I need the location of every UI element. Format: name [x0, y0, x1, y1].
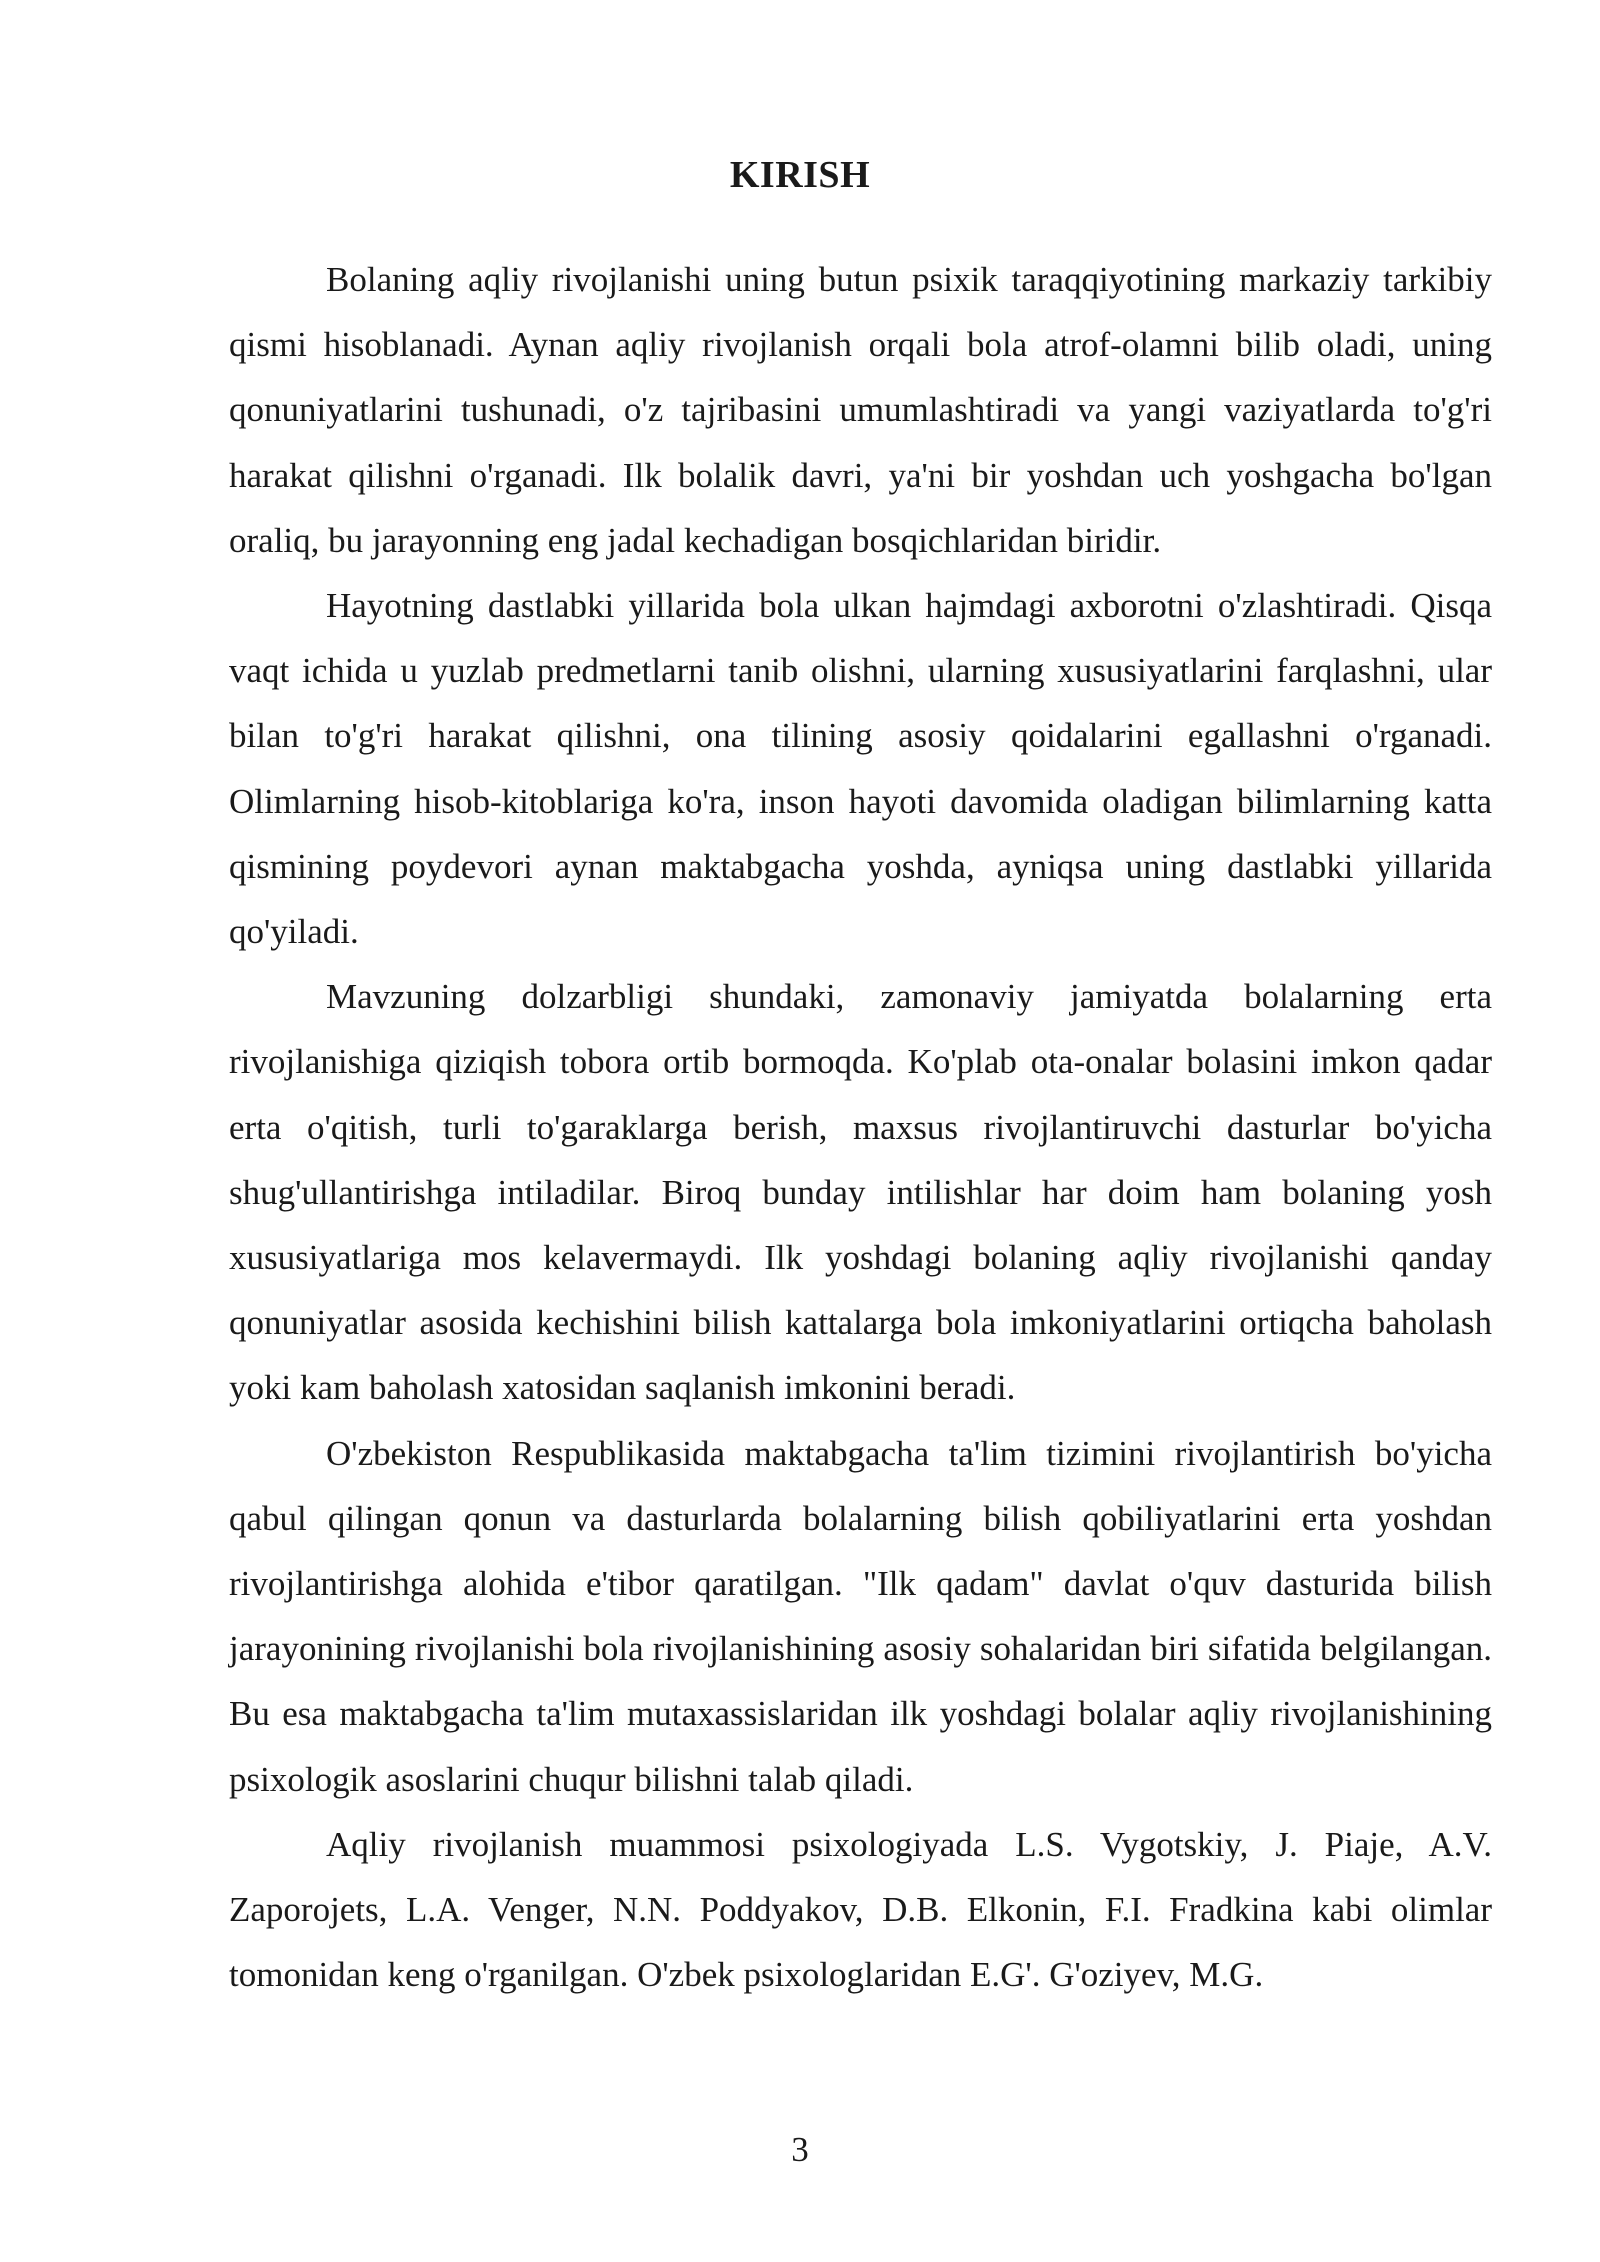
paragraph: Bolaning aqliy rivojlanishi uning butun psixik taraqqiyotining markaziy tarkibiy qismi hisoblanadi. Aynan aqliy rivojlanish orqali bola atrof-olamni bilib oladi, uning qonuniyatlarini tushunadi, o'z tajribasini umumlashtiradi va yangi vaziyatlarda to'g'ri harakat qilishni o'rganadi. Ilk bolalik davri, ya'ni bir yoshdan uch yoshgacha bo'lgan oraliq, bu jarayonning eng jadal kechadigan bosqichlaridan biridir. — [229, 260, 1492, 560]
paragraph: Hayotning dastlabki yillarida bola ulkan hajmdagi axborotni o'zlashtiradi. Qisqa vaqt ichida u yuzlab predmetlarni tanib olishni, ularning xususiyatlarini farqlashni, ular bilan to'g'ri harakat qilishni, ona tilining asosiy qoidalarini egallashni o'rganadi. Olimlarning hisob-kitoblariga ko'ra, inson hayoti davomida oladigan bilimlarning katta qismining poydevori aynan maktabgacha yoshda, ayniqsa uning dastlabki yillarida qo'yiladi. — [229, 586, 1492, 952]
paragraph: O'zbekiston Respublikasida maktabgacha ta'lim tizimini rivojlantirish bo'yicha qabul qilingan qonun va dasturlarda bolalarning bilish qobiliyatlarini erta yoshdan rivojlantirishga alohida e'tibor qaratilgan. "Ilk qadam" davlat o'quv dasturida bilish jarayonining rivojlanishi bola rivojlanishining asosiy sohalaridan biri sifatida belgilangan. Bu esa maktabgacha ta'lim mutaxassislaridan ilk yoshdagi bolalar aqliy rivojlanishining psixologik asoslarini chuqur bilishni talab qiladi. — [229, 1433, 1492, 1799]
paragraph: Mavzuning dolzarbligi shundaki, zamonaviy jamiyatda bolalarning erta rivojlanishiga qiziqish tobora ortib bormoqda. Ko'plab ota-onalar bolasini imkon qadar erta o'qitish, turli to'garaklarga berish, maxsus rivojlantiruvchi dasturlar bo'yicha shug'ullantirishga intiladilar. Biroq bunday intilishlar har doim ham bolaning yosh xususiyatlariga mos kelavermaydi. Ilk yoshdagi bolaning aqliy rivojlanishi qanday qonuniyatlar asosida kechishini bilish kattalarga bola imkoniyatlarini ortiqcha baholash yoki kam baholash xatosidan saqlanish imkonini beradi. — [229, 977, 1492, 1408]
page-title: KIRISH — [729, 154, 871, 196]
paragraph: Aqliy rivojlanish muammosi psixologiyada L.S. Vygotskiy, J. Piaje, A.V. Zaporojets, L.A. Venger, N.N. Poddyakov, D.B. Elkonin, F.I. Fradkina kabi olimlar tomonidan keng o'rganilgan. O'zbek psixologlaridan E.G'. G'oziyev, M.G. — [229, 1824, 1492, 1995]
page-number: 3 — [791, 2130, 809, 2169]
document-body — [229, 247, 1492, 2007]
